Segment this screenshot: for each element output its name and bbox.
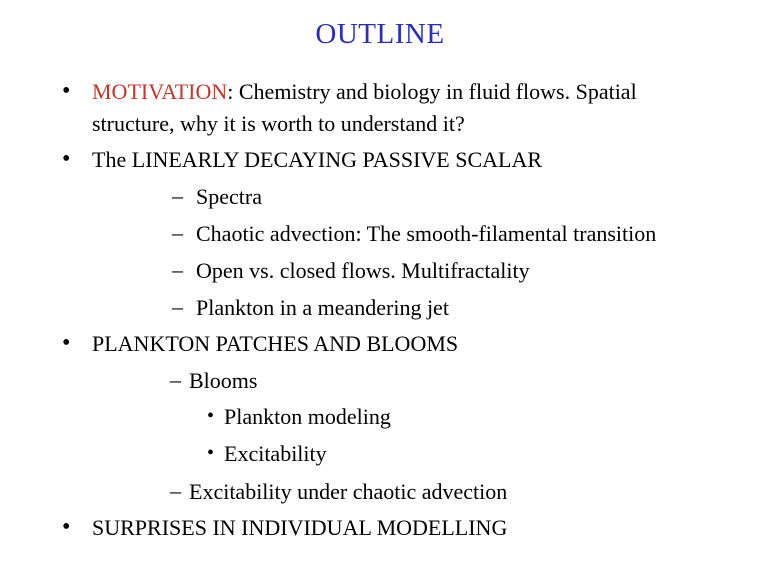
outline-item-motivation: [92, 79, 637, 105]
bullet-icon: •: [62, 78, 71, 104]
subsubitem: Plankton modeling: [224, 404, 391, 429]
dash-icon: –: [172, 294, 183, 319]
bullet-icon: •: [62, 146, 71, 172]
dash-icon: –: [170, 478, 181, 503]
dash-icon: –: [170, 367, 181, 392]
dash-icon: –: [172, 183, 183, 208]
outline-item-surprises: SURPRISES IN INDIVIDUAL MODELLING: [92, 515, 508, 540]
dash-icon: –: [172, 257, 183, 282]
bullet-icon: •: [207, 442, 215, 464]
subitem: Chaotic advection: The smooth-filamental transition: [196, 221, 657, 246]
subitem: Spectra: [196, 184, 262, 209]
highlight-text: MOTIVATION: [92, 79, 228, 104]
bullet-icon: •: [62, 514, 71, 540]
outline-item-plankton: PLANKTON PATCHES AND BLOOMS: [92, 331, 459, 356]
subitem: Excitability under chaotic advection: [189, 479, 508, 504]
slide-title: OUTLINE: [315, 18, 445, 50]
bullet-icon: •: [62, 330, 71, 356]
subsubitem: Excitability: [224, 441, 327, 466]
subitem: Plankton in a meandering jet: [196, 295, 449, 320]
subitem: Open vs. closed flows. Multifractality: [196, 258, 530, 283]
dash-icon: –: [172, 220, 183, 245]
item-text-continued: structure, why it is worth to understand it?: [92, 111, 465, 136]
subitem: Blooms: [189, 368, 258, 393]
bullet-icon: •: [207, 405, 215, 427]
item-text: : Chemistry and biology in fluid flows. Spatial: [227, 79, 637, 104]
outline-item-passive-scalar: The LINEARLY DECAYING PASSIVE SCALAR: [92, 147, 543, 172]
